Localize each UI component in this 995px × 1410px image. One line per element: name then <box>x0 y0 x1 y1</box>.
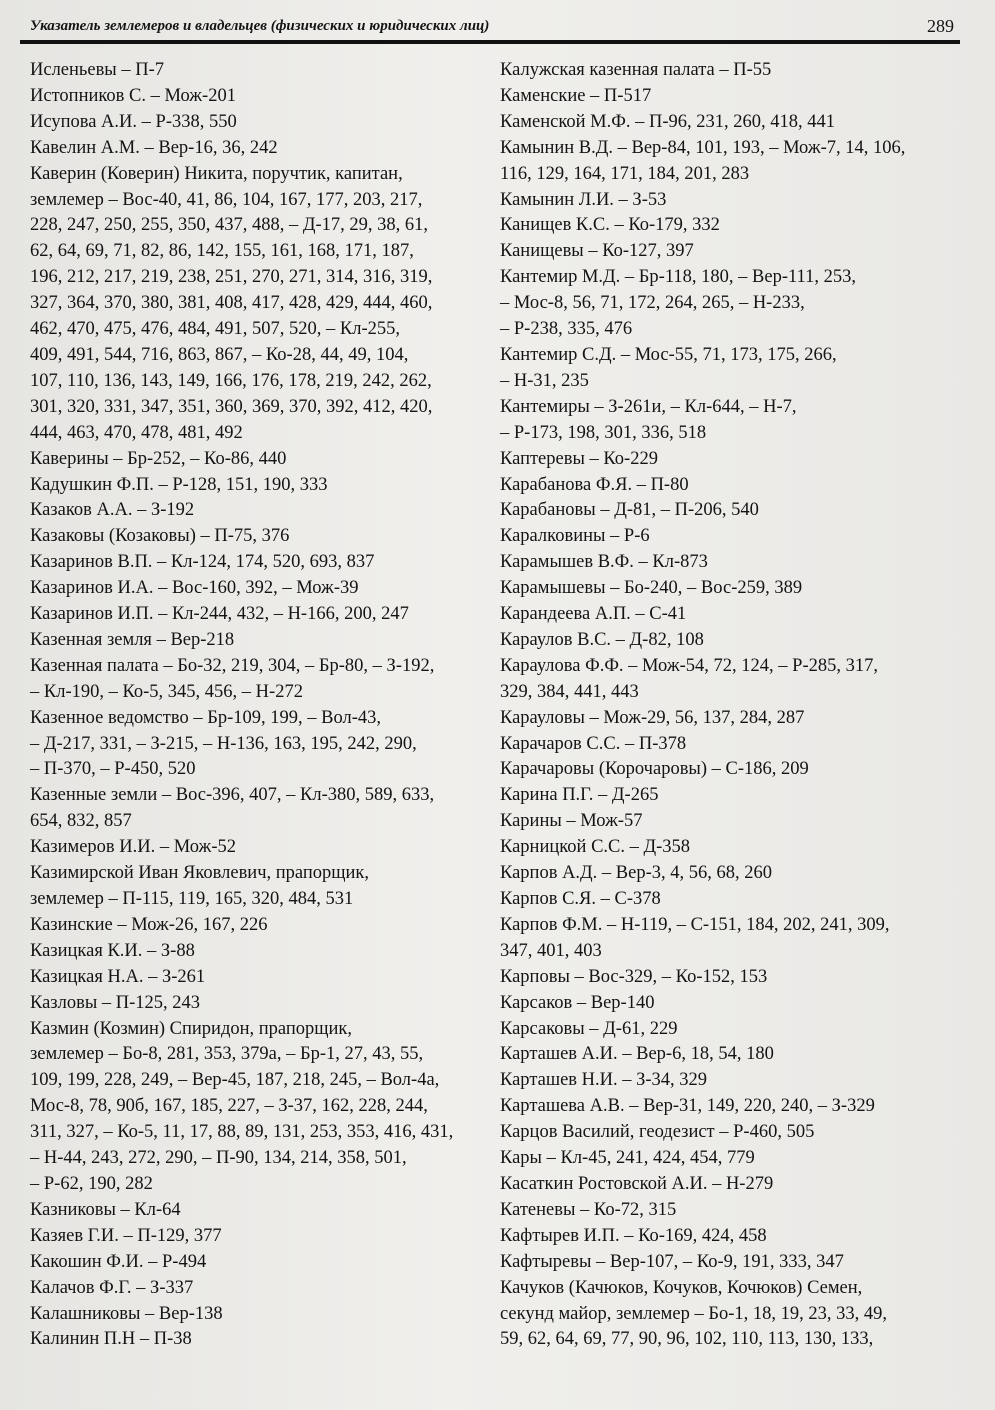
index-entry: Качуков (Качюков, Кочуков, Кочюков) Семен, секунд майор, землемер – Бо-1, 18, 19, 23, 33, 49, 59, 62, 64, 69, 77, 90, 96, 102, 110, 113, 130, 133, <box>500 1277 888 1350</box>
index-entry: Казаковы (Козаковы) – П-75, 376 <box>30 526 290 547</box>
index-entry: Каменские – П-517 <box>500 85 652 106</box>
index-entry: Кары – Кл-45, 241, 424, 454, 779 <box>500 1148 755 1169</box>
index-entry: Карпов Ф.М. – Н-119, – С-151, 184, 202, 241, 309, 347, 401, 403 <box>500 914 890 961</box>
index-entry: Карамышевы – Бо-240, – Вос-259, 389 <box>500 578 803 599</box>
index-entry: Каверины – Бр-252, – Ко-86, 440 <box>30 448 287 469</box>
index-entry: Карауловы – Мож-29, 56, 137, 284, 287 <box>500 707 805 728</box>
index-entry: Исупова А.И. – Р-338, 550 <box>30 111 237 132</box>
index-entry: Казаринов И.А. – Вос-160, 392, – Мож-39 <box>30 578 359 599</box>
index-entry: Исленьевы – П-7 <box>30 60 164 80</box>
index-entry: Казенная земля – Вер-218 <box>30 629 235 650</box>
index-entry: Карандеева А.П. – С-41 <box>500 604 687 625</box>
header-title: Указатель землемеров и владельцев (физических и юридических лиц) <box>30 18 490 34</box>
running-header <box>20 10 960 44</box>
index-entry: Канищев К.С. – Ко-179, 332 <box>500 215 720 236</box>
index-entry: Казниковы – Кл-64 <box>30 1199 181 1220</box>
index-entry: Каверин (Коверин) Никита, поручтик, капитан, землемер – Вос-40, 41, 86, 104, 167, 177, 203, 217, 228, 247, 250, 255, 350, 437, 488, – Д-17, 29, 38, 61, 62, 64, 69, 71, 82, 86, 142, 155, 161, 168, 171, 187, 196, 212, 217, 219, 238, 251, 270, 271, 314, 316, 319, 327, 364, 370, 380, 381, 408, 417, 428, 429, 444, 460, 462, 470, 475, 476, 484, 491, 507, 520, – Кл-255, 409, 491, 544, 716, 863, 867, – Ко-28, 44, 49, 104, 107, 110, 136, 143, 149, 166, 176, 178, 219, 242, 262, 301, 320, 331, 347, 351, 360, 369, 370, 392, 412, 420, 444, 463, 470, 478, 481, 492 <box>30 163 433 443</box>
index-entry: Карины – Мож-57 <box>500 811 643 832</box>
index-entry: Карамышев В.Ф. – Кл-873 <box>500 552 708 573</box>
index-entry: Казаринов В.П. – Кл-124, 174, 520, 693, 837 <box>30 552 375 573</box>
index-entry: Карачаровы (Корочаровы) – С-186, 209 <box>500 759 809 780</box>
index-entry: Катеневы – Ко-72, 315 <box>500 1199 677 1220</box>
index-entry: Карташева А.В. – Вер-31, 149, 220, 240, – З-329 <box>500 1096 875 1117</box>
index-entry: Карачаров С.С. – П-378 <box>500 733 687 754</box>
index-entry: Калачов Ф.Г. – З-337 <box>30 1277 194 1298</box>
index-entry: Карповы – Вос-329, – Ко-152, 153 <box>500 966 768 987</box>
index-entry: Каралковины – Р-6 <box>500 526 650 547</box>
index-entry: Карина П.Г. – Д-265 <box>500 785 659 806</box>
index-entry: Кантемиры – З-261и, – Кл-644, – Н-7, – Р-173, 198, 301, 336, 518 <box>500 396 797 443</box>
index-entry: Казмин (Козмин) Спиридон, прапорщик, землемер – Бо-8, 281, 353, 379а, – Бр-1, 27, 43, 55, 109, 199, 228, 249, – Вер-45, 187, 218, 245, – Вол-4а, Мос-8, 78, 90б, 167, 185, 227, – З-37, 162, 228, 244, 311, 327, – Ко-5, 11, 17, 88, 89, 131, 253, 353, 416, 431, – Н-44, 243, 272, 290, – П-90, 134, 214, 358, 501, – Р-62, 190, 282 <box>30 1018 454 1194</box>
index-entry: Казенная палата – Бо-32, 219, 304, – Бр-80, – З-192, – Кл-190, – Ко-5, 345, 456, – Н-272 <box>30 655 435 702</box>
index-entry: Казенные земли – Вос-396, 407, – Кл-380, 589, 633, 654, 832, 857 <box>30 785 435 832</box>
index-entry: Каменской М.Ф. – П-96, 231, 260, 418, 441 <box>500 111 835 132</box>
index-entry: Казаринов И.П. – Кл-244, 432, – Н-166, 200, 247 <box>30 604 409 625</box>
index-entry: Каптеревы – Ко-229 <box>500 448 658 469</box>
index-column-right <box>500 58 945 1353</box>
index-entry: Казаков А.А. – З-192 <box>30 500 195 521</box>
index-entry: Камынин В.Д. – Вер-84, 101, 193, – Мож-7, 14, 106, 116, 129, 164, 171, 184, 201, 283 <box>500 137 906 184</box>
index-entry: Казинские – Мож-26, 167, 226 <box>30 914 268 935</box>
index-entry: Карабановы – Д-81, – П-206, 540 <box>500 500 759 521</box>
index-entry: Карташев А.И. – Вер-6, 18, 54, 180 <box>500 1044 774 1065</box>
index-entry: Калужская казенная палата – П-55 <box>500 60 772 80</box>
index-entry: Калашниковы – Вер-138 <box>30 1303 223 1324</box>
index-entry: Карабанова Ф.Я. – П-80 <box>500 474 689 495</box>
index-column-left <box>30 58 490 1353</box>
index-entry: Карсаков – Вер-140 <box>500 992 655 1013</box>
index-entry: Камынин Л.И. – З-53 <box>500 189 667 210</box>
index-entry: Кафтырев И.П. – Ко-169, 424, 458 <box>500 1225 767 1246</box>
index-entry: Карцов Василий, геодезист – Р-460, 505 <box>500 1122 815 1143</box>
index-entry: Казенное ведомство – Бр-109, 199, – Вол-43, – Д-217, 331, – З-215, – Н-136, 163, 195, 242, 290, – П-370, – Р-450, 520 <box>30 707 417 780</box>
index-entry: Карницкой С.С. – Д-358 <box>500 837 691 858</box>
index-entry: Карпов А.Д. – Вер-3, 4, 56, 68, 260 <box>500 863 773 884</box>
index-entry: Карпов С.Я. – С-378 <box>500 889 661 909</box>
index-entry: Калинин П.Н – П-38 <box>30 1329 192 1350</box>
index-entry: Казловы – П-125, 243 <box>30 992 201 1013</box>
index-entry: Кантемир М.Д. – Бр-118, 180, – Вер-111, 253, – Мос-8, 56, 71, 172, 264, 265, – Н-233, – Р-238, 335, 476 <box>500 267 856 340</box>
index-entry: Кавелин А.М. – Вер-16, 36, 242 <box>30 137 278 158</box>
index-entry: Канищевы – Ко-127, 397 <box>500 241 694 262</box>
index-entry: Казяев Г.И. – П-129, 377 <box>30 1225 222 1246</box>
index-entry: Истопников С. – Мож-201 <box>30 85 236 106</box>
index-entry: Кантемир С.Д. – Мос-55, 71, 173, 175, 266, – Н-31, 235 <box>500 344 837 391</box>
index-entry: Кадушкин Ф.П. – Р-128, 151, 190, 333 <box>30 474 328 495</box>
index-entry: Караулова Ф.Ф. – Мож-54, 72, 124, – Р-285, 317, 329, 384, 441, 443 <box>500 655 878 702</box>
index-entry: Казимеров И.И. – Мож-52 <box>30 837 236 858</box>
index-entry: Кафтыревы – Вер-107, – Ко-9, 191, 333, 347 <box>500 1251 844 1272</box>
index-entry: Карташев Н.И. – З-34, 329 <box>500 1070 708 1091</box>
page-number: 289 <box>927 16 954 36</box>
index-entry: Касаткин Ростовской А.И. – Н-279 <box>500 1173 774 1194</box>
index-entry: Караулов В.С. – Д-82, 108 <box>500 629 704 650</box>
index-entry: Карсаковы – Д-61, 229 <box>500 1018 678 1039</box>
index-entry: Какошин Ф.И. – Р-494 <box>30 1251 207 1272</box>
index-entry: Казимирской Иван Яковлевич, прапорщик, землемер – П-115, 119, 165, 320, 484, 531 <box>30 863 370 909</box>
index-entry: Казицкая Н.А. – З-261 <box>30 966 206 987</box>
index-entry: Казицкая К.И. – З-88 <box>30 940 195 961</box>
